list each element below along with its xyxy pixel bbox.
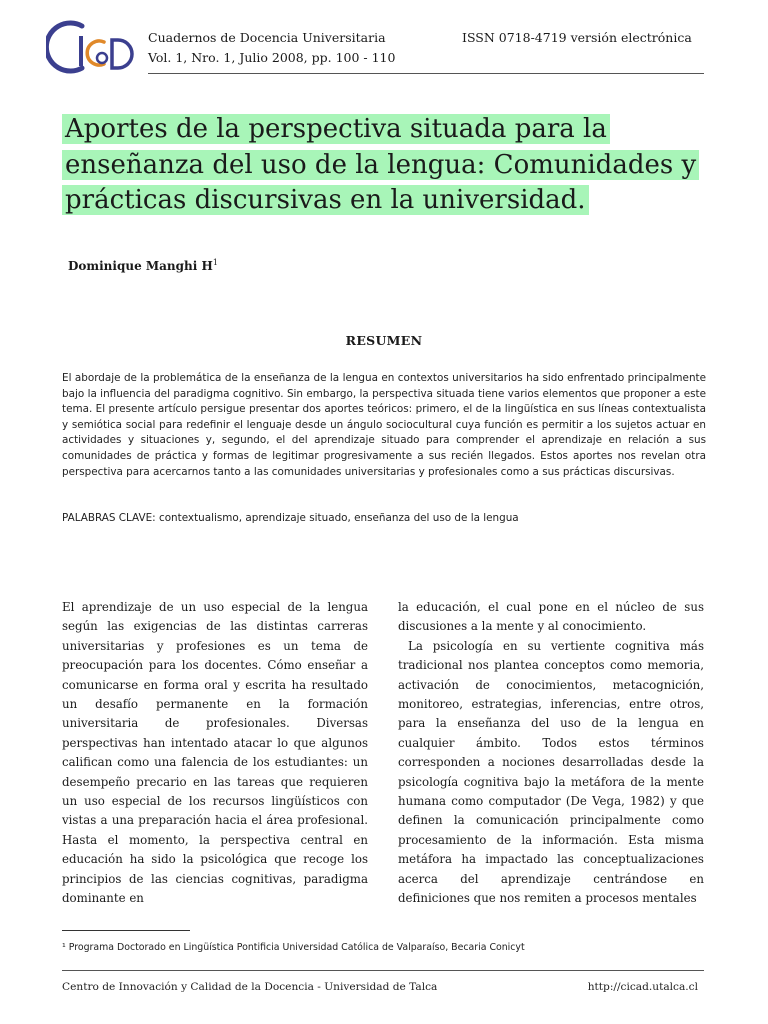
- body-column-right: [398, 598, 704, 909]
- abstract-text: El abordaje de la problemática de la enseñanza de la lengua en contextos universitarios ha sido enfrentado principalmente bajo la influencia del paradigma cognitivo. Sin embargo, la perspectiva situada tiene varios elementos que proponer a este tema. El presente artículo persigue presentar dos aportes teóricos: primero, el de la lingüística en sus líneas contextualista y semiótica social para redefinir el lenguaje desde un ángulo sociocultural cuya función es permitir a los sujetos actuar en actividades y situaciones y, segundo, el del aprendizaje situado para comprender el aprendizaje en relación a sus comunidades de práctica y formas de legitimar progresivamente a sus recién llegados. Estos aportes nos revelan otra perspectiva para acercarnos tanto a las comunidades universitarias y profesionales como a sus prácticas discursivas.: [62, 372, 706, 478]
- keywords: PALABRAS CLAVE: contextualismo, aprendizaje situado, enseñanza del uso de la lengua: [62, 512, 519, 524]
- article-title: [62, 112, 722, 219]
- title-line-3: prácticas discursivas en la universidad.: [62, 185, 589, 215]
- header-divider: [148, 73, 704, 74]
- author-footnote-mark: 1: [212, 258, 218, 267]
- journal-name: Cuadernos de Docencia Universitaria: [148, 30, 386, 45]
- footer-divider: [62, 970, 704, 971]
- body-column-left: [62, 598, 368, 909]
- body-paragraph: La psicología en su vertiente cognitiva más tradicional nos plantea conceptos como memoria, activación de conocimientos, metacognición, monitoreo, estrategias, inferencias, entre otros, para la enseñanza del uso de la lengua en cualquier ámbito. Todos estos términos corresponden a nociones desarrolladas desde la psicología cognitiva bajo la metáfora de la mente humana como computador (De Vega, 1982) y que definen la comunicación principalmente como procesamiento de la información. Esta misma metáfora ha impactado las conceptualizaciones acerca del aprendizaje centrándose en definiciones que nos remiten a procesos mentales: [398, 638, 704, 906]
- issn: ISSN 0718-4719 versión electrónica: [462, 30, 692, 45]
- title-line-2: enseñanza del uso de la lengua: Comunidades y: [62, 150, 699, 180]
- footer-url: http://cicad.utalca.cl: [587, 981, 698, 993]
- cicad-logo: [46, 18, 138, 74]
- resumen-heading: RESUMEN: [345, 333, 423, 348]
- journal-header: [148, 28, 395, 68]
- footnote-divider: [62, 930, 190, 931]
- footer-institution: Centro de Innovación y Calidad de la Docencia - Universidad de Talca: [62, 981, 438, 993]
- author-name: Dominique Manghi H: [68, 259, 213, 273]
- title-line-1: Aportes de la perspectiva situada para la: [62, 114, 610, 144]
- issue-info: Vol. 1, Nro. 1, Julio 2008, pp. 100 - 110: [148, 50, 396, 65]
- author: [68, 258, 218, 273]
- footnote: ¹ Programa Doctorado en Lingüística Pontificia Universidad Católica de Valparaíso, Becaria Conicyt: [62, 942, 525, 953]
- body-paragraph: la educación, el cual pone en el núcleo de sus discusiones a la mente y al conocimiento.: [398, 600, 704, 634]
- body-paragraph: El aprendizaje de un uso especial de la lengua según las exigencias de las distintas carreras universitarias y profesiones es un tema de preocupación para los docentes. Cómo enseñar a comunicarse en forma oral y escrita ha resultado un desafío permanente en la formación universitaria de profesionales. Diversas perspectivas han intentado atacar lo que algunos califican como una falencia de los estudiantes: un desempeño precario en las tareas que requieren un uso especial de los recursos lingüísticos con vistas a una preparación hacia el área profesional. Hasta el momento, la perspectiva central en educación ha sido la psicológica que recoge los principios de las ciencias cognitivas, paradigma dominante en: [62, 600, 368, 906]
